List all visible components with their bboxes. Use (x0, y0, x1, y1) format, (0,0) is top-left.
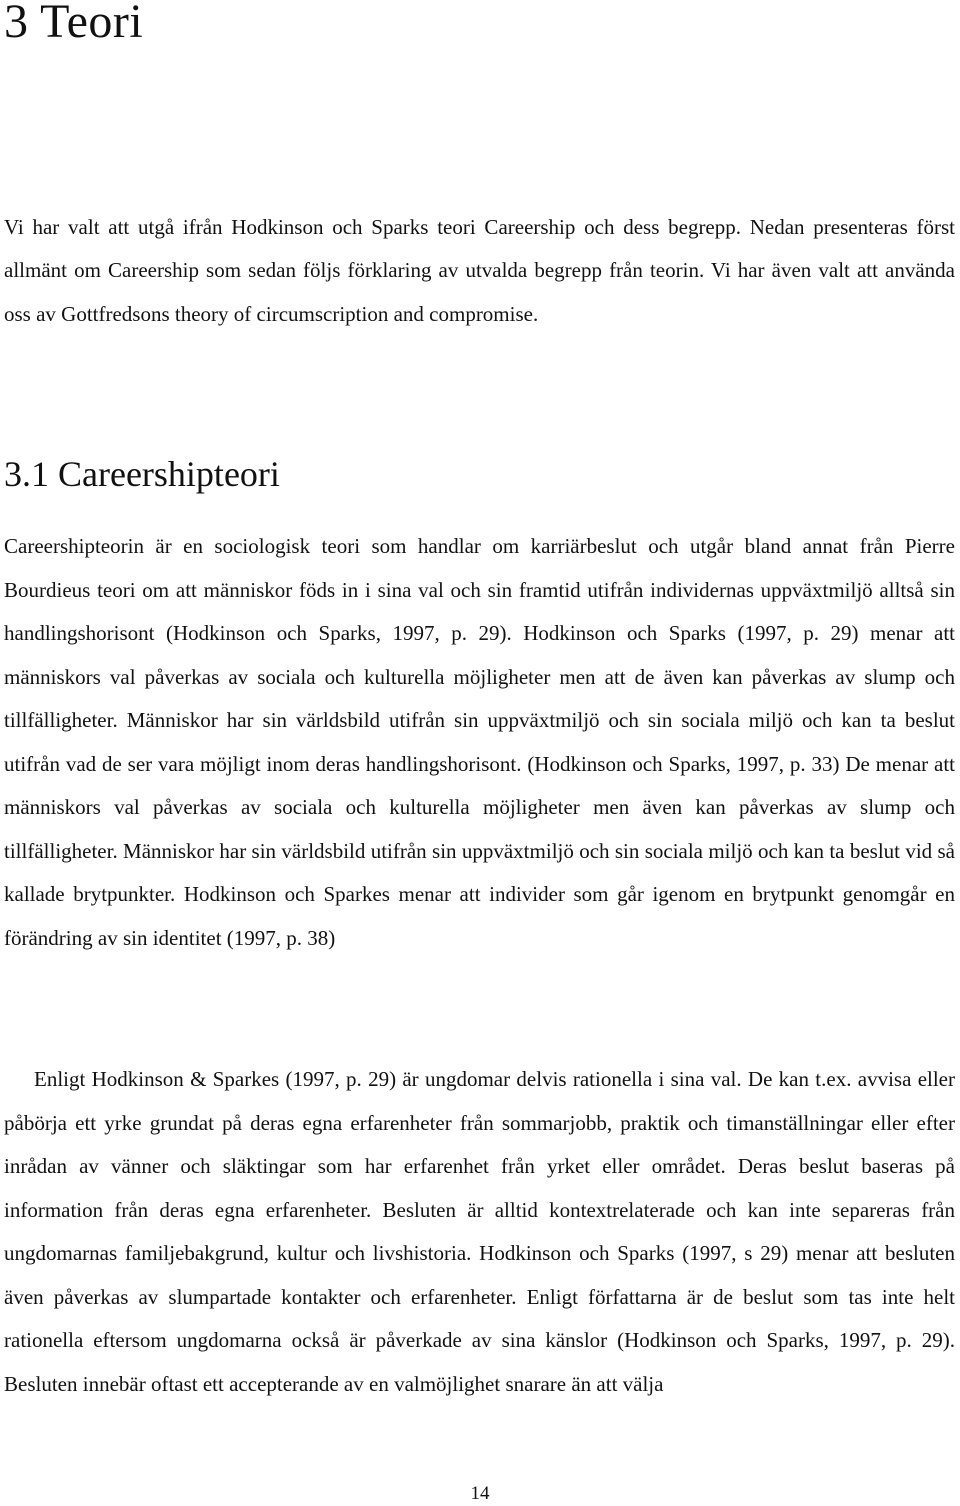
page-number: 14 (470, 1483, 490, 1504)
section-title: 3.1 Careershipteori (4, 454, 280, 494)
chapter-title: 3 Teori (4, 0, 144, 48)
intro-paragraph: Vi har valt att utgå ifrån Hodkinson och Sparks teori Careership och dess begrepp. Nedan presenteras först allmänt om Careership som sedan följs förklaring av utvalda begrepp från teorin. Vi har även valt att använda oss av Gottfredsons theory of circumscription and compromise. (4, 215, 955, 326)
section-paragraph-1: Careershipteorin är en sociologisk teori som handlar om karriärbeslut och utgår bland annat från Pierre Bourdieus teori om att människor föds in i sina val och sin framtid utifrån individernas uppväxtmiljö alltså sin handlingshorisont (Hodkinson och Sparks, 1997, p. 29). Hodkinson och Sparks (1997, p. 29) menar att människors val påverkas av sociala och kulturella möjligheter men att de även kan påverkas av slump och tillfälligheter. Människor har sin världsbild utifrån sin uppväxtmiljö och sin sociala miljö och kan ta beslut utifrån vad de ser vara möjligt inom deras handlingshorisont. (Hodkinson och Sparks, 1997, p. 33) De menar att människors val påverkas av sociala och kulturella möjligheter men även kan påverkas av slump och tillfälligheter. Människor har sin världsbild utifrån sin uppväxtmiljö och sin sociala miljö och kan ta beslut vid så kallade brytpunkter. Hodkinson och Sparkes menar att individer som går igenom en brytpunkt genomgår en förändring av sin identitet (1997, p. 38) (4, 534, 955, 950)
section-paragraph-2: Enligt Hodkinson & Sparkes (1997, p. 29) är ungdomar delvis rationella i sina val. De kan t.ex. avvisa eller påbörja ett yrke grundat på deras egna erfarenheter från sommarjobb, praktik och timanställningar eller efter inrådan av vänner och släktingar som har erfarenhet från yrket eller området. Deras beslut baseras på information från deras egna erfarenheter. Besluten är alltid kontextrelaterade och kan inte separeras från ungdomarnas familjebakgrund, kultur och livshistoria. Hodkinson och Sparks (1997, s 29) menar att besluten även påverkas av slumpartade kontakter och erfarenheter. Enligt författarna är de beslut som tas inte helt rationella eftersom ungdomarna också är påverkade av sina känslor (Hodkinson och Sparks, 1997, p. 29). Besluten innebär oftast ett accepterande av en valmöjlighet snarare än att välja (4, 1067, 955, 1396)
